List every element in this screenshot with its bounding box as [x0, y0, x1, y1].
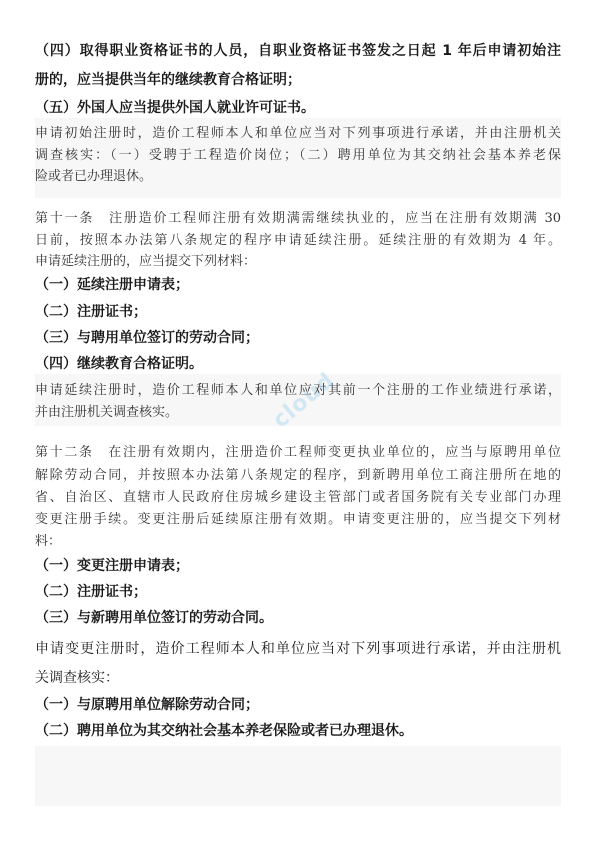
text-line: （四）取得职业资格证书的人员，自职业资格证书签发之日起 1 年后申请初始注 — [35, 43, 561, 59]
list-item: （一）与原聘用单位解除劳动合同； — [35, 697, 259, 713]
text-line: 申请初始注册时，造价工程师本人和单位应当对下列事项进行承诺，并由注册机关 — [35, 126, 561, 141]
list-item: （二）聘用单位为其交纳社会基本养老保险或者已办理退休。 — [35, 723, 413, 739]
text-line: 第十一条 注册造价工程师注册有效期满需继续执业的，应当在注册有效期满 30 — [35, 211, 561, 226]
list-item: （三）与聘用单位签订的劳动合同； — [35, 330, 259, 346]
list-item: （一）延续注册申请表； — [35, 277, 189, 293]
text-line: 申请变更注册时，造价工程师本人和单位应当对下列事项进行承诺，并由注册机 — [35, 641, 561, 657]
text-line: 申请延续注册时，造价工程师本人和单位应对其前一个注册的工作业绩进行承诺， — [35, 383, 561, 398]
text-line: 申请延续注册的，应当提交下列材料： — [35, 254, 257, 269]
list-item: （一）变更注册申请表； — [35, 558, 189, 574]
text-line: 解除劳动合同，并按照本办法第八条规定的程序，到新聘用单位工商注册所在地的 — [35, 468, 561, 483]
list-item: （三）与新聘用单位签订的劳动合同。 — [35, 610, 273, 626]
text-line: 关调查核实： — [35, 670, 119, 686]
text-line: 料： — [35, 534, 62, 549]
text-line: 第十二条 在注册有效期内，注册造价工程师变更执业单位的，应当与原聘用单位 — [35, 445, 561, 460]
gray-panel-bottom — [35, 746, 561, 806]
list-item: （二）注册证书； — [35, 584, 147, 600]
text-line: （五）外国人应当提供外国人就业许可证书。 — [35, 100, 315, 116]
text-line: 调查核实：（一）受聘于工程造价岗位；（二）聘用单位为其交纳社会基本养老保 — [35, 148, 561, 163]
text-line: 险或者已办理退休。 — [35, 169, 153, 184]
list-item: （四）继续教育合格证明。 — [35, 356, 203, 372]
text-line: 日前，按照本办法第八条规定的程序申请延续注册。延续注册的有效期为 4 年。 — [35, 233, 561, 248]
list-item: （二）注册证书； — [35, 304, 147, 320]
watermark: cloud — [268, 367, 340, 434]
text-line: 册的，应当提供当年的继续教育合格证明； — [35, 72, 301, 88]
text-line: 变更注册手续。变更注册后延续原注册有效期。申请变更注册的，应当提交下列材 — [35, 512, 561, 527]
text-line: 省、自治区、直辖市人民政府住房城乡建设主管部门或者国务院有关专业部门办理 — [35, 490, 561, 505]
text-line: 并由注册机关调查核实。 — [35, 405, 179, 420]
